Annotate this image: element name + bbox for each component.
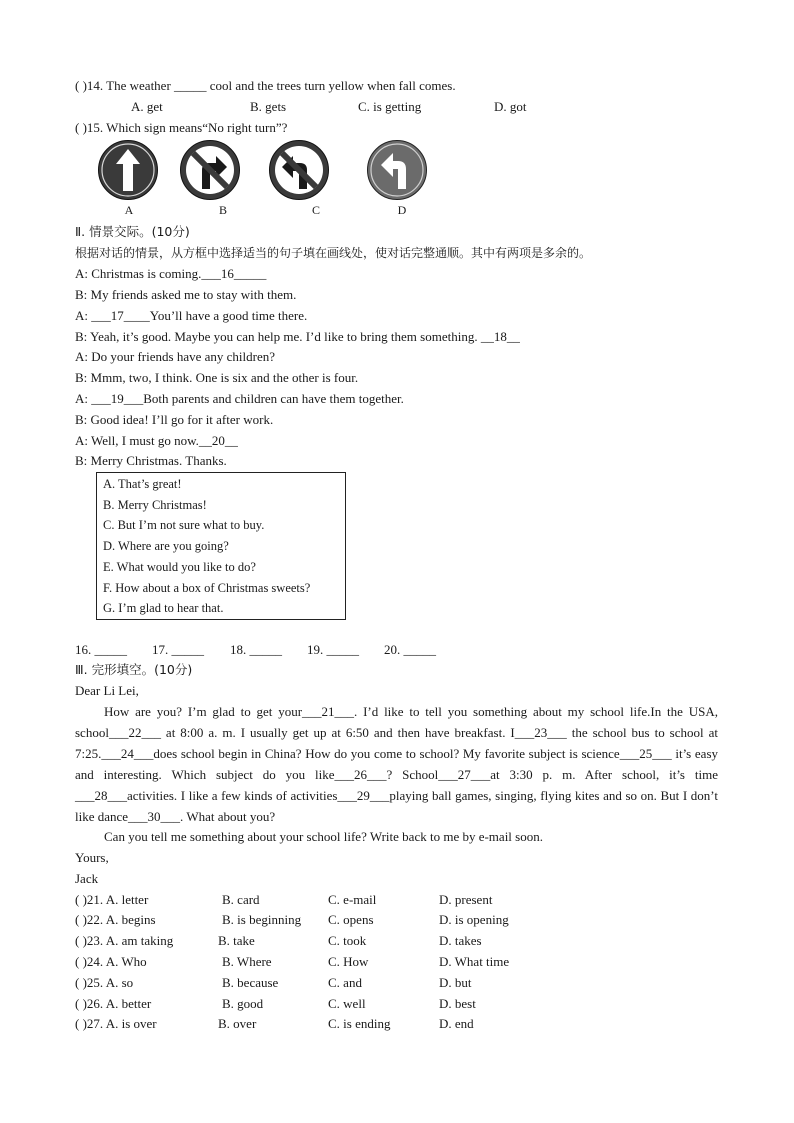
q14-option-a[interactable]: A. get bbox=[131, 99, 163, 114]
q26-stem-option-a[interactable]: ( )26. A. better bbox=[75, 996, 152, 1011]
q21-option-b[interactable]: B. card bbox=[222, 892, 260, 907]
dialogue-line: A: ___19___Both parents and children can have them together. bbox=[75, 391, 404, 406]
q21-stem-option-a[interactable]: ( )21. A. letter bbox=[75, 892, 149, 907]
q26-option-d[interactable]: D. best bbox=[439, 996, 476, 1011]
q23-option-d[interactable]: D. takes bbox=[439, 933, 482, 948]
sign-options bbox=[0, 139, 794, 221]
sign-d-label: D bbox=[397, 203, 407, 217]
box-option-f: F. How about a box of Christmas sweets? bbox=[103, 581, 311, 595]
dialogue-line: B: Merry Christmas. Thanks. bbox=[75, 453, 227, 468]
q27-option-d[interactable]: D. end bbox=[439, 1016, 474, 1031]
no-left-turn-sign-icon[interactable] bbox=[268, 139, 330, 201]
dialogue-line: A: Do your friends have any children? bbox=[75, 349, 275, 364]
dialogue-line: A: Well, I must go now.__20__ bbox=[75, 433, 238, 448]
q22-option-d[interactable]: D. is opening bbox=[439, 912, 509, 927]
q25-option-c[interactable]: C. and bbox=[328, 975, 362, 990]
q27-option-b[interactable]: B. over bbox=[218, 1016, 257, 1031]
dialogue-line: B: My friends asked me to stay with them. bbox=[75, 287, 297, 302]
box-option-a: A. That’s great! bbox=[103, 477, 182, 491]
q22-option-c[interactable]: C. opens bbox=[328, 912, 374, 927]
question-23 bbox=[75, 933, 718, 949]
dialogue-line: A: ___17____You’ll have a good time there. bbox=[75, 308, 308, 323]
q21-option-d[interactable]: D. present bbox=[439, 892, 493, 907]
question-25 bbox=[75, 975, 718, 991]
question-15-stem: ( )15. Which sign means“No right turn”? bbox=[75, 120, 288, 135]
dialogue-line: B: Good idea! I’ll go for it after work. bbox=[75, 412, 274, 427]
straight-arrow-sign-icon[interactable] bbox=[97, 139, 159, 201]
no-right-turn-sign-icon[interactable] bbox=[179, 139, 241, 201]
letter-paragraph-2: Can you tell me something about your school life? Write back to me by e-mail soon. bbox=[104, 829, 543, 844]
q27-stem-option-a[interactable]: ( )27. A. is over bbox=[75, 1016, 157, 1031]
letter-signature: Jack bbox=[75, 871, 99, 886]
question-27 bbox=[75, 1016, 718, 1032]
box-option-g: G. I’m glad to hear that. bbox=[103, 601, 224, 615]
q26-option-c[interactable]: C. well bbox=[328, 996, 366, 1011]
section-2-heading: Ⅱ. 情景交际。(10分) bbox=[75, 224, 190, 239]
answer-blank-17[interactable]: 17. _____ bbox=[152, 642, 204, 657]
sign-a-label: A bbox=[124, 203, 134, 217]
answer-blank-19[interactable]: 19. _____ bbox=[307, 642, 359, 657]
q14-option-c[interactable]: C. is getting bbox=[358, 99, 422, 114]
dialogue-line: A: Christmas is coming.___16_____ bbox=[75, 266, 267, 281]
question-22 bbox=[75, 912, 718, 928]
q21-option-c[interactable]: C. e-mail bbox=[328, 892, 377, 907]
q25-stem-option-a[interactable]: ( )25. A. so bbox=[75, 975, 134, 990]
left-turn-sign-icon[interactable] bbox=[366, 139, 428, 201]
box-option-c: C. But I’m not sure what to buy. bbox=[103, 518, 265, 532]
question-24 bbox=[75, 954, 718, 970]
sign-b-label: B bbox=[218, 203, 227, 217]
q25-option-b[interactable]: B. because bbox=[222, 975, 279, 990]
letter-closing: Yours, bbox=[75, 850, 109, 865]
letter-paragraph-1: How are you? I’m glad to get your___21___. I’d like to tell you something about my school life.In the USA, school___22___ at 8:00 a. m. I usually get up at 6:50 and then have breakfast. I___23___ the school bus to school at 7:25.___24___does school begin in China? How do you come to school? My favorite subject is science___25___ it’s easy and interesting. Which subject do you like___26___? School___27___at 3:30 p. m. After school, it’s time ___28___activities. I like a few kinds of activities___29___playing ball games, singing, flying kites and so on. But I don’t like dance___30___. What about you? bbox=[75, 704, 718, 824]
q24-option-c[interactable]: C. How bbox=[328, 954, 369, 969]
q26-option-b[interactable]: B. good bbox=[222, 996, 264, 1011]
question-26 bbox=[75, 996, 718, 1012]
q22-option-b[interactable]: B. is beginning bbox=[222, 912, 302, 927]
dialogue-line: B: Yeah, it’s good. Maybe you can help me. I’d like to bring them something. __18__ bbox=[75, 329, 520, 344]
section-2-instruction: 根据对话的情景，从方框中选择适当的句子填在画线处，使对话完整通顺。其中有两项是多余的。 bbox=[75, 246, 592, 260]
options-box bbox=[96, 472, 346, 620]
q14-option-d[interactable]: D. got bbox=[494, 99, 527, 114]
q23-option-c[interactable]: C. took bbox=[328, 933, 367, 948]
question-14-stem: ( )14. The weather _____ cool and the trees turn yellow when fall comes. bbox=[75, 78, 456, 93]
q25-option-d[interactable]: D. but bbox=[439, 975, 472, 990]
sign-c-label: C bbox=[311, 203, 320, 217]
box-option-e: E. What would you like to do? bbox=[103, 560, 256, 574]
answer-blank-20[interactable]: 20. _____ bbox=[384, 642, 436, 657]
q24-option-d[interactable]: D. What time bbox=[439, 954, 510, 969]
section-3-heading: Ⅲ. 完形填空。(10分) bbox=[75, 662, 193, 677]
box-option-b: B. Merry Christmas! bbox=[103, 498, 207, 512]
q14-option-b[interactable]: B. gets bbox=[250, 99, 287, 114]
dialogue-line: B: Mmm, two, I think. One is six and the other is four. bbox=[75, 370, 359, 385]
q22-stem-option-a[interactable]: ( )22. A. begins bbox=[75, 912, 156, 927]
question-21 bbox=[75, 892, 718, 908]
box-option-d: D. Where are you going? bbox=[103, 539, 229, 553]
q24-option-b[interactable]: B. Where bbox=[222, 954, 272, 969]
q24-stem-option-a[interactable]: ( )24. A. Who bbox=[75, 954, 147, 969]
answer-blank-16[interactable]: 16. _____ bbox=[75, 642, 127, 657]
answer-blank-18[interactable]: 18. _____ bbox=[230, 642, 282, 657]
q27-option-c[interactable]: C. is ending bbox=[328, 1016, 391, 1031]
q23-option-b[interactable]: B. take bbox=[218, 933, 255, 948]
letter-salutation: Dear Li Lei, bbox=[75, 683, 139, 698]
q23-stem-option-a[interactable]: ( )23. A. am taking bbox=[75, 933, 174, 948]
